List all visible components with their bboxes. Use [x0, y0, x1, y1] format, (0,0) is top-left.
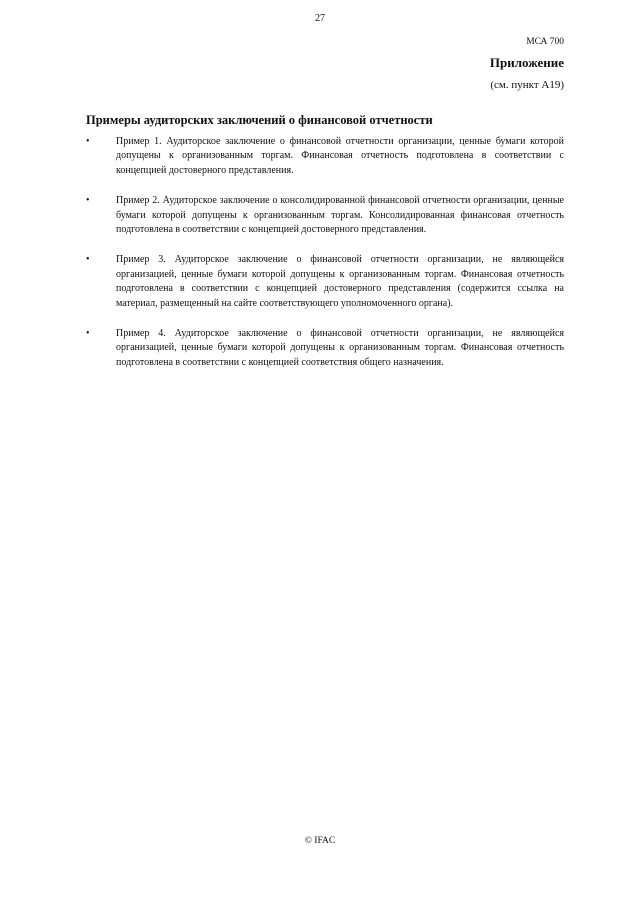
example-1-text: Пример 1. Аудиторское заключение о финансовой отчетности организации, ценные бумаги которой допущены к организованным торгам. Финансовая отчетность подготовлена в соответствии с концепцией достоверного представления.	[116, 136, 564, 176]
list-item	[86, 253, 564, 311]
bullet-icon: •	[86, 328, 90, 340]
list-item	[86, 327, 564, 370]
bullet-icon: •	[86, 136, 90, 147]
page-number: 27	[315, 13, 325, 24]
list-item	[86, 135, 564, 178]
bullet-icon: •	[86, 195, 90, 207]
list-item	[86, 194, 564, 237]
examples-list	[86, 135, 564, 386]
example-3-text: Пример 3. Аудиторское заключение о финансовой отчетности организации, не являющейся организацией, ценные бумаги которой допущены к организованным торгам. Финансовая отчетность подготовлена в соответствии с концепцией достоверного представления (содержится ссылка на материал, размещенный на сайте соответствующего уполномоченного органа).	[116, 254, 564, 309]
example-4-text: Пример 4. Аудиторское заключение о финансовой отчетности организации, не являющейся организацией, ценные бумаги которой допущены к организованным торгам. Финансовая отчетность подготовлена в соответствии с концепцией соответствия общего назначения.	[116, 328, 564, 368]
copyright-footer: © IFAC	[304, 836, 336, 846]
appendix-reference: (см. пункт А19)	[490, 79, 564, 91]
bullet-icon: •	[86, 254, 90, 266]
document-code: МСА 700	[526, 37, 564, 47]
appendix-title: Приложение	[489, 55, 564, 70]
section-heading: Примеры аудиторских заключений о финансовой отчетности	[86, 113, 433, 127]
example-2-text: Пример 2. Аудиторское заключение о консолидированной финансовой отчетности организации, ценные бумаги которой допущены к организованным торгам. Консолидированная финансовая отчетность подготовлена в соответствии с концепцией достоверного представления.	[116, 195, 564, 236]
